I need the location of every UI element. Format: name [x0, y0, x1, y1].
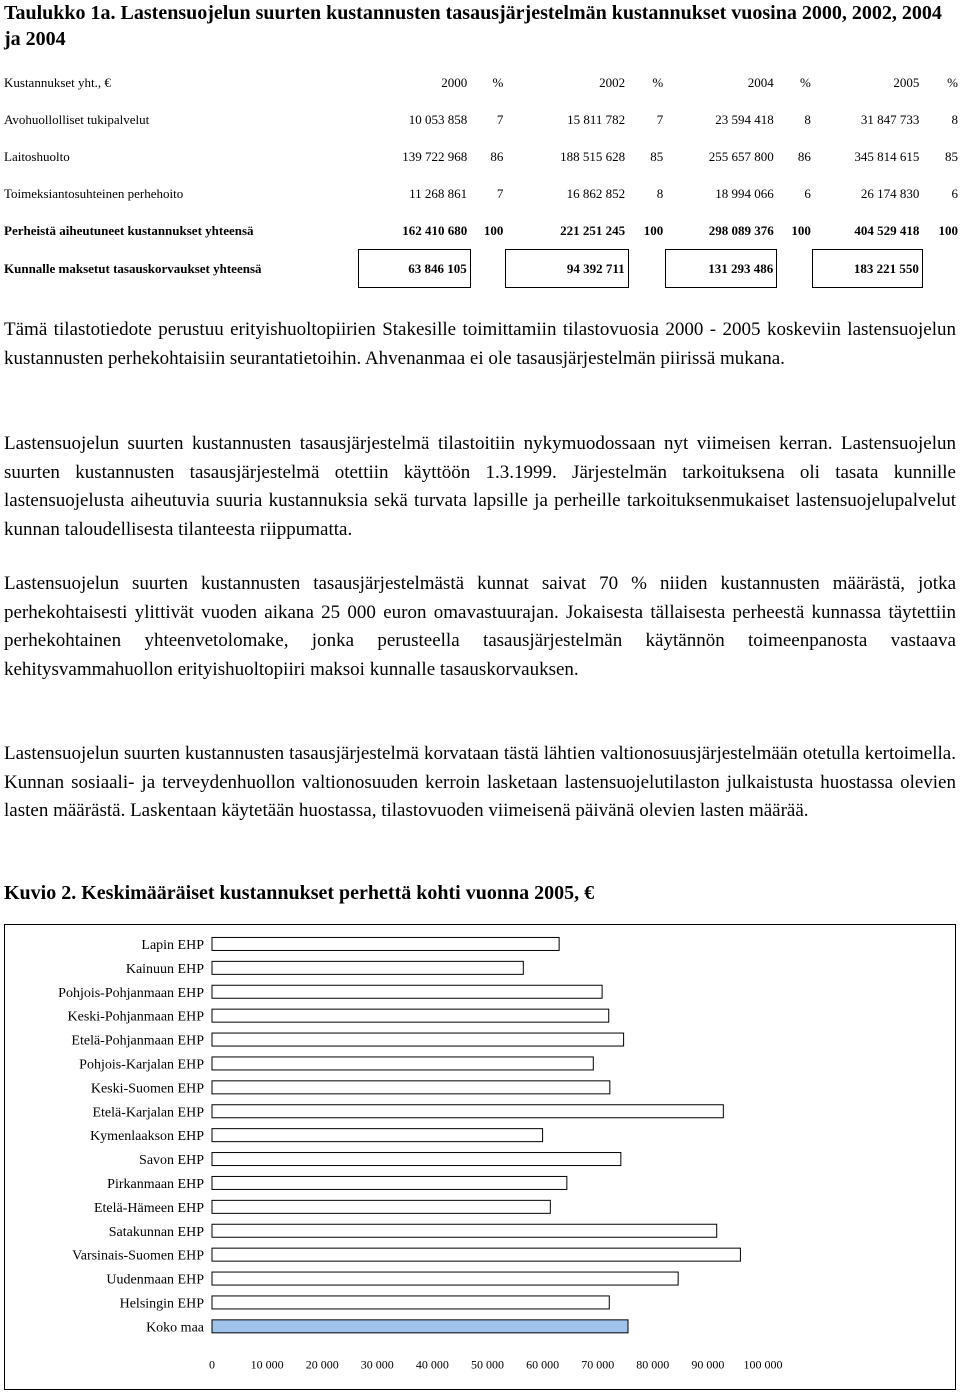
category-label: Kainuun EHP [125, 961, 204, 977]
percent-cell: 86 [490, 148, 504, 164]
category-label: Uudenmaan EHP [106, 1272, 204, 1288]
bar [212, 1200, 550, 1213]
header-cell-label: Kustannukset yht., € [4, 74, 111, 90]
category-label: Savon EHP [139, 1153, 204, 1169]
bar [212, 1009, 609, 1022]
header-cell-2004: 2004 [747, 74, 774, 90]
paragraph: Tämä tilastotiedote perustuu erityishuoltopiirien Stakesille toimittamiin tilastovuosia 2000 - 2005 koskeviin lastensuojelun kustannusten perhekohtaisiin seurantatietoihin. Ahvenanmaa ei ole tasausjärjestelmän piirissä mukana. [4, 319, 956, 369]
bar [212, 1105, 723, 1118]
x-tick-label: 60 000 [526, 1357, 560, 1372]
bar [212, 1129, 543, 1142]
percent-cell: 7 [496, 185, 504, 201]
header-cell-2000: 2000 [441, 74, 468, 90]
bar [212, 1248, 740, 1261]
value-cell: 16 862 852 [566, 185, 626, 201]
value-cell: 139 722 968 [402, 148, 468, 164]
category-label: Varsinais-Suomen EHP [72, 1248, 204, 1264]
value-cell: 63 846 105 [359, 250, 470, 288]
x-tick-label: 80 000 [636, 1357, 670, 1372]
chart-frame [4, 924, 956, 1390]
percent-cell: 7 [656, 111, 664, 127]
row-label: Laitoshuolto [4, 148, 70, 164]
value-cell: 31 847 733 [860, 111, 920, 127]
paragraph: Lastensuojelun suurten kustannusten tasausjärjestelmä korvataan tästä lähtien valtionosuusjärjestelmään otetulla kertoimella. Kunnan sosiaali- ja terveydenhuollon valtionosuuden kerroin lasketaan lastensuojelutilaston julkaistusta huostassa olevien lasten määrästä. Laskentaan käytetään huostassa, tilastovuoden viimeisenä päivänä olevien lasten määrää. [4, 743, 956, 822]
cost-table [4, 64, 960, 288]
percent-cell: 8 [951, 111, 958, 127]
percent-cell: 85 [945, 148, 958, 164]
category-label: Pohjois-Pohjanmaan EHP [58, 985, 204, 1001]
table-row [4, 175, 960, 212]
row-label: Perheistä aiheutuneet kustannukset yhteensä [4, 222, 254, 238]
empty-cell [628, 250, 665, 288]
value-cell: 23 594 418 [715, 111, 774, 127]
row-label: Toimeksiantosuhteinen perhehoito [4, 185, 184, 201]
header-cell-2002: 2002 [599, 74, 626, 90]
category-label: Kymenlaakson EHP [90, 1129, 204, 1145]
category-label: Etelä-Pohjanmaan EHP [71, 1033, 204, 1049]
percent-cell: 6 [951, 185, 958, 201]
header-cell-pct: % [947, 74, 958, 90]
table-row [4, 138, 960, 175]
value-cell: 183 221 550 [813, 250, 923, 288]
table-title: Taulukko 1a. Lastensuojelun suurten kustannusten tasausjärjestelmän kustannukset vuosina 2000, 2002, 2004 ja 2004 [4, 2, 942, 50]
percent-cell: 7 [496, 111, 504, 127]
bar [212, 1224, 717, 1237]
row-label: Kunnalle maksetut tasauskorvaukset yhteensä [4, 260, 262, 276]
category-label: Helsingin EHP [119, 1296, 204, 1312]
bar-chart [5, 925, 955, 1389]
x-tick-label: 40 000 [415, 1357, 449, 1372]
category-label: Etelä-Karjalan EHP [92, 1105, 204, 1121]
x-tick-label: 10 000 [250, 1357, 284, 1372]
x-tick-label: 20 000 [305, 1357, 339, 1372]
value-cell: 255 657 800 [708, 148, 774, 164]
percent-cell: 85 [650, 148, 664, 164]
x-tick-label: 0 [209, 1357, 215, 1372]
value-cell: 298 089 376 [708, 222, 774, 238]
category-label: Koko maa [146, 1320, 204, 1336]
table-row-compensation [4, 250, 960, 288]
bar [212, 1272, 678, 1285]
category-label: Keski-Pohjanmaan EHP [67, 1009, 204, 1025]
header-cell-pct: % [492, 74, 504, 90]
percent-cell: 86 [797, 148, 811, 164]
value-cell: 18 994 066 [715, 185, 774, 201]
category-label: Pohjois-Karjalan EHP [79, 1057, 204, 1073]
x-tick-label: 70 000 [581, 1357, 615, 1372]
paragraph: Lastensuojelun suurten kustannusten tasausjärjestelmästä kunnat saivat 70 % niiden kustannusten määrästä, jotka perhekohtaisesti ylittivät vuoden aikana 25 000 euron omavastuurajan. Jokaisesta tällaisesta perheestä kunnassa täytettiin perhekohtainen yhteenvetolomake, jonka perusteella tasausjärjestelmän käytännön toimeenpanosta vastaava kehitysvammahuollon erityishuoltopiiri maksoi kunnalle tasauskorvauksen. [4, 573, 956, 680]
header-cell-2005: 2005 [893, 74, 920, 90]
x-tick-label: 100 000 [743, 1357, 783, 1372]
percent-cell: 8 [804, 111, 811, 127]
bar [212, 961, 523, 974]
header-cell-pct: % [799, 74, 811, 90]
x-tick-label: 50 000 [471, 1357, 504, 1372]
table-header-row [4, 64, 960, 101]
value-cell: 345 814 615 [854, 148, 920, 164]
category-label: Pirkanmaan EHP [107, 1176, 204, 1192]
value-cell: 131 293 486 [665, 250, 776, 288]
value-cell: 10 053 858 [408, 111, 468, 127]
value-cell: 221 251 245 [560, 222, 626, 238]
bar [212, 1153, 621, 1166]
percent-cell: 100 [483, 222, 504, 238]
percent-cell: 100 [791, 222, 811, 238]
category-label: Satakunnan EHP [108, 1224, 204, 1240]
value-cell: 162 410 680 [402, 222, 468, 238]
percent-cell: 6 [804, 185, 811, 201]
category-label: Lapin EHP [141, 937, 204, 953]
value-cell: 11 268 861 [409, 185, 468, 201]
bar [212, 985, 602, 998]
bar [212, 1320, 628, 1333]
value-cell: 404 529 418 [854, 222, 920, 238]
header-cell-pct: % [652, 74, 664, 90]
bar [212, 937, 559, 950]
empty-cell [470, 250, 505, 288]
bar [212, 1296, 609, 1309]
empty-cell [777, 250, 813, 288]
percent-cell: 100 [643, 222, 664, 238]
percent-cell: 100 [938, 222, 958, 238]
category-label: Etelä-Hämeen EHP [93, 1200, 204, 1216]
value-cell: 26 174 830 [860, 185, 920, 201]
value-cell: 188 515 628 [560, 148, 626, 164]
bar [212, 1033, 624, 1046]
percent-cell: 8 [656, 185, 664, 201]
category-label: Keski-Suomen EHP [90, 1081, 204, 1097]
bar [212, 1176, 567, 1189]
x-tick-label: 90 000 [691, 1357, 725, 1372]
row-label: Avohuollolliset tukipalvelut [4, 111, 150, 127]
value-cell: 15 811 782 [567, 111, 626, 127]
table-row-total [4, 212, 960, 250]
value-cell: 94 392 711 [505, 250, 628, 288]
bar [212, 1081, 610, 1094]
paragraph: Lastensuojelun suurten kustannusten tasausjärjestelmä tilastoitiin nykymuodossaan nyt viimeisen kerran. Lastensuojelun suurten kustannusten tasausjärjestelmä otettiin käyttöön 1.3.1999. Järjestelmän tarkoituksena oli tasata kunnille lastensuojelusta aiheutuvia suuria kustannuksia sekä turvata lapsille ja perheille tarkoituksenmukaiset lastensuojelupalvelut kunnan taloudellisesta tilanteesta riippumatta. [4, 433, 956, 540]
figure-title: Kuvio 2. Keskimääräiset kustannukset perhettä kohti vuonna 2005, € [4, 882, 595, 904]
bar [212, 1057, 593, 1070]
table-row [4, 101, 960, 138]
x-tick-label: 30 000 [360, 1357, 394, 1372]
empty-cell [922, 250, 960, 288]
